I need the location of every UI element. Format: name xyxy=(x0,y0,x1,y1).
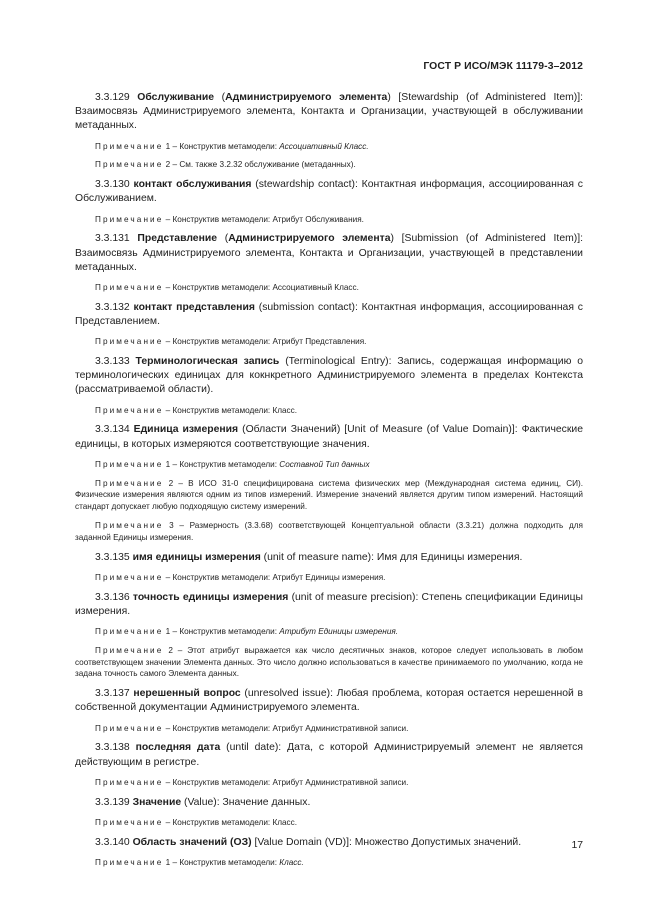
term-name: имя единицы измерения xyxy=(132,551,261,563)
note xyxy=(75,777,583,789)
note-italic-text: Составной Тип данных xyxy=(279,459,370,469)
note xyxy=(75,520,583,544)
term-definition: (Terminological Entry): Запись, содержащая информацию о терминологических единицах для кокнкретного Администрируемого элемента в пределах Контекста (рассматриваемой области). xyxy=(75,356,584,396)
term-name: Обслуживание xyxy=(137,92,215,103)
note-text: 2 – В ИСО 31-0 специфицирована система физических мер (Международная система единиц, СИ). Физические измерения являются одним из типов измерений. Измерение значений является другим типом измерений. Настоящий стандарт допускает любую подходящую систему измерений. xyxy=(75,478,583,512)
term-definition: (unit of measure precision): Степень спецификации Единицы измерения. xyxy=(75,591,584,617)
note-label: Примечание xyxy=(95,645,164,655)
term-definition: [Value Domain (VD)]: Множество Допустимых значений. xyxy=(251,836,522,848)
term-entry xyxy=(75,687,583,715)
note-label: Примечание xyxy=(95,141,164,151)
term-number: 3.3.138 xyxy=(95,742,130,754)
term-definition: ) [Submission (of Administered Item)]: Взаимосвязь Администрируемого элемента, Контакта и Организации, участвующей в представлении метаданных. xyxy=(75,233,583,273)
term-entry xyxy=(75,551,583,565)
term-definition: (submission contact): Контактная информация, ассоциированная с Представлением. xyxy=(75,301,583,328)
term-definition: ) [Stewardship (of Administered Item)]: Взаимосвязь Администрируемого элемента, Контакта и Организации, участвующей в обслуживании метаданных. xyxy=(75,92,583,132)
term-name: контакт представления xyxy=(133,301,255,313)
page-number: 17 xyxy=(571,840,583,851)
note-label: Примечание xyxy=(95,214,164,224)
note-label: Примечание xyxy=(95,777,164,787)
term-number: 3.3.136 xyxy=(95,591,130,603)
note-label: Примечание xyxy=(95,857,164,867)
term-name-secondary: Администрируемого элемента xyxy=(225,92,388,103)
note xyxy=(75,214,583,226)
term-separator: ( xyxy=(217,233,229,245)
note-text: – Конструктив метамодели: Атрибут Административной записи. xyxy=(163,723,409,733)
term-entry xyxy=(75,301,583,329)
term-number: 3.3.130 xyxy=(95,179,130,191)
term-name: Представление xyxy=(137,233,218,245)
note-text: – Конструктив метамодели: Ассоциативный Класс. xyxy=(163,283,359,293)
note xyxy=(75,405,583,417)
term-number: 3.3.129 xyxy=(95,92,130,103)
note-text: – Конструктив метамодели: Класс. xyxy=(163,405,298,415)
term-entry xyxy=(75,178,583,206)
note-label: Примечание xyxy=(95,478,164,488)
note-text: – Конструктив метамодели: Атрибут Представления. xyxy=(163,337,367,347)
term-entry xyxy=(75,423,583,451)
note xyxy=(75,626,583,638)
document-header: ГОСТ Р ИСО/МЭК 11179-3–2012 xyxy=(423,61,583,72)
term-name: Область значений (ОЗ) xyxy=(132,836,252,848)
note-label: Примечание xyxy=(95,459,164,469)
term-number: 3.3.139 xyxy=(95,796,130,808)
term-name: точность единицы измерения xyxy=(132,591,289,603)
note-label: Примечание xyxy=(95,405,164,415)
term-number: 3.3.131 xyxy=(95,233,130,245)
term-number: 3.3.135 xyxy=(95,551,130,563)
note-label: Примечание xyxy=(95,283,164,293)
term-name: Терминологическая запись xyxy=(135,356,280,368)
note-text: 1 – Конструктив метамодели: xyxy=(163,459,280,469)
note xyxy=(75,282,583,294)
note xyxy=(75,723,583,735)
note-text: 3 – Размерность (3.3.68) соответствующей Концептуальной области (3.3.21) должна подходить для заданной Единицы измерения. xyxy=(75,521,583,542)
term-definition: (unit of measure name): Имя для Единицы измерения. xyxy=(260,551,523,563)
note xyxy=(75,572,583,584)
term-definition: (unresolved issue): Любая проблема, которая остается нерешенной в собственной документации Администрируемого элемента. xyxy=(75,688,583,714)
note xyxy=(75,817,583,829)
note-text: 1 – Конструктив метамодели: xyxy=(163,627,280,637)
note xyxy=(75,645,583,680)
term-name: нерешенный вопрос xyxy=(133,688,241,700)
term-definition: (stewardship contact): Контактная информация, ассоциированная с Обслуживанием. xyxy=(75,179,583,205)
note-italic-text: Ассоциативный Класс. xyxy=(279,141,369,151)
term-name: последняя дата xyxy=(135,742,221,754)
term-separator: ( xyxy=(214,92,226,103)
term-definition: (until date): Дата, с которой Администрируемый элемент не является действующим в регистре. xyxy=(75,742,583,768)
note-text: 1 – Конструктив метамодели: xyxy=(163,141,280,151)
glossary-content xyxy=(75,91,583,876)
note-label: Примечание xyxy=(95,627,164,637)
term-name: Значение xyxy=(132,796,182,808)
note-label: Примечание xyxy=(95,337,164,347)
term-definition: (Области Значений) [Unit of Measure (of Value Domain)]: Фактические единицы, в которых измеряются соответствующие значения. xyxy=(75,424,583,450)
term-number: 3.3.137 xyxy=(95,688,130,700)
note-text: – Конструктив метамодели: Атрибут Административной записи. xyxy=(163,777,409,787)
term-entry xyxy=(75,232,583,275)
term-entry xyxy=(75,91,583,134)
note-label: Примечание xyxy=(95,723,164,733)
term-entry xyxy=(75,355,583,398)
term-number: 3.3.134 xyxy=(95,424,130,436)
note xyxy=(75,159,583,171)
term-entry xyxy=(75,836,583,850)
note-label: Примечание xyxy=(95,817,164,827)
note xyxy=(75,336,583,348)
term-entry xyxy=(75,591,583,619)
term-entry xyxy=(75,796,583,810)
note-label: Примечание xyxy=(95,521,164,531)
term-number: 3.3.132 xyxy=(95,301,130,313)
term-entry xyxy=(75,741,583,769)
note-label: Примечание xyxy=(95,160,164,170)
term-name: Единица измерения xyxy=(133,424,239,436)
note-text: 2 – См. также 3.2.32 обслуживание (метаданных). xyxy=(163,160,356,170)
note-text: 1 – Конструктив метамодели: xyxy=(163,857,280,867)
note-text: 2 – Этот атрибут выражается как число десятичных знаков, которое следует использовать в любом соответствующем значении Элемента данных. Это число должно использоваться в качестве принимаемого по умолчанию, когда не задана точность самого Элемента данных. xyxy=(75,645,583,679)
note-label: Примечание xyxy=(95,572,164,582)
note-text: – Конструктив метамодели: Класс. xyxy=(163,817,298,827)
term-name-secondary: Администрируемого элемента xyxy=(228,233,391,245)
note-italic-text: Атрибут Единицы измерения. xyxy=(279,627,399,637)
note-text: – Конструктив метамодели: Атрибут Обслуживания. xyxy=(163,214,364,224)
note-italic-text: Класс. xyxy=(279,857,304,867)
term-definition: (Value): Значение данных. xyxy=(181,796,311,808)
term-name: контакт обслуживания xyxy=(133,179,252,191)
note xyxy=(75,478,583,513)
note xyxy=(75,857,583,869)
term-number: 3.3.133 xyxy=(95,356,130,368)
note-text: – Конструктив метамодели: Атрибут Единицы измерения. xyxy=(163,572,386,582)
note xyxy=(75,141,583,153)
note xyxy=(75,459,583,471)
term-number: 3.3.140 xyxy=(95,836,130,848)
